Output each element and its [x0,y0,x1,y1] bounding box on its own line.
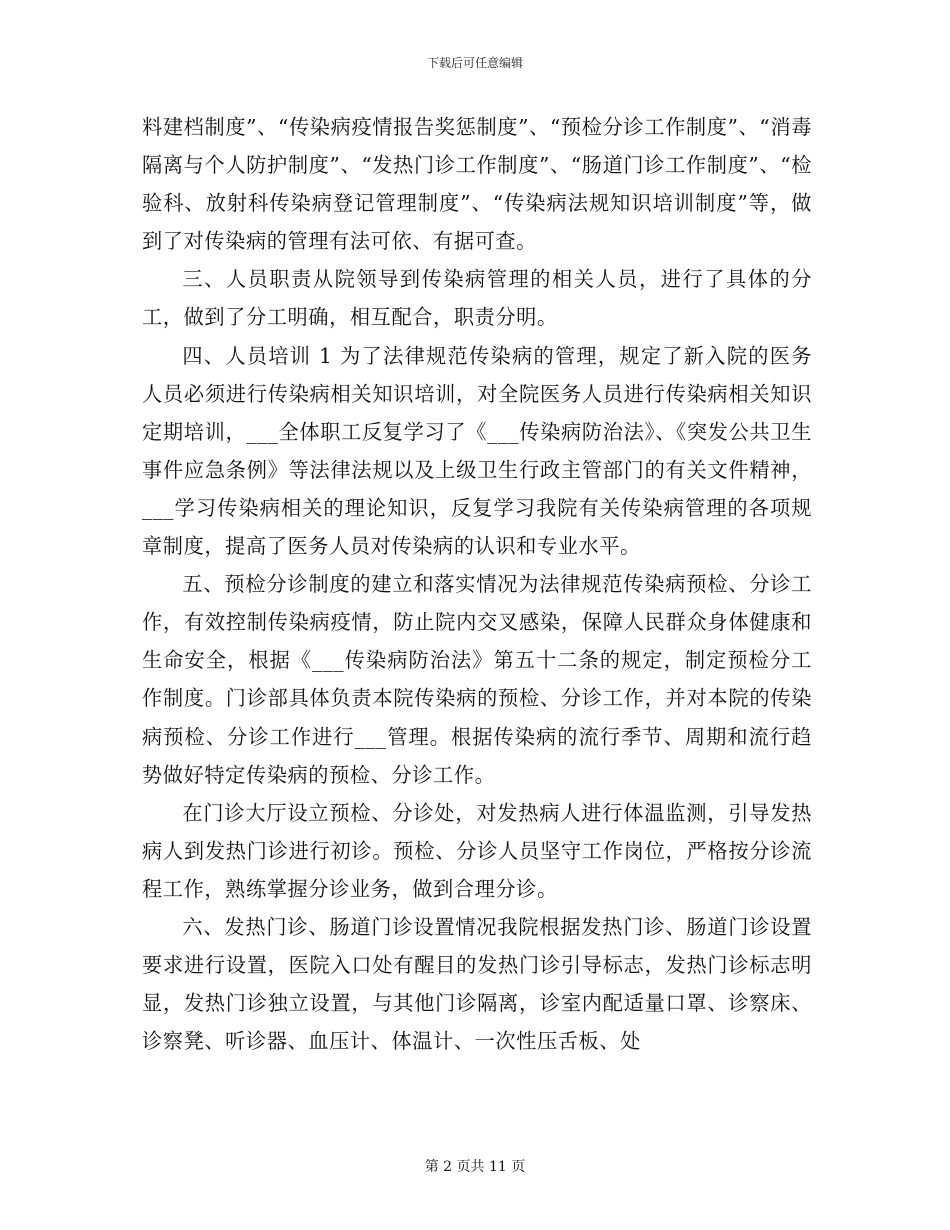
paragraph-5: 在门诊大厅设立预检、分诊处，对发热病人进行体温监测，引导发热病人到发热门诊进行初诊。预检、分诊人员坚守工作岗位，严格按分诊流程工作，熟练掌握分诊业务，做到合理分诊。 [142,800,812,901]
paragraph-3: 四、人员培训 1 为了法律规范传染病的管理，规定了新入院的医务人员必须进行传染病相关知识培训，对全院医务人员进行传染病相关知识定期培训，___全体职工反复学习了《___传染病防治法》、《突发公共卫生事件应急条例》等法律法规以及上级卫生行政主管部门的有关文件精神，___学习传染病相关的理论知识，反复学习我院有关传染病管理的各项规章制度，提高了医务人员对传染病的认识和专业水平。 [142,343,812,559]
paragraph-1: 料建档制度”、“传染病疫情报告奖惩制度”、“预检分诊工作制度”、“消毒隔离与个人防护制度”、“发热门诊工作制度”、“肠道门诊工作制度”、“检验科、放射科传染病登记管理制度”、“传染病法规知识培训制度”等，做到了对传染病的管理有法可依、有据可查。 [142,115,812,254]
document-body [142,108,812,1060]
paragraph-2: 三、人员职责从院领导到传染病管理的相关人员，进行了具体的分工，做到了分工明确，相互配合，职责分明。 [142,267,812,330]
paragraph-6: 六、发热门诊、肠道门诊设置情况我院根据发热门诊、肠道门诊设置要求进行设置，医院入口处有醒目的发热门诊引导标志，发热门诊标志明显，发热门诊独立设置，与其他门诊隔离，诊室内配适量口罩、诊察床、诊察凳、听诊器、血压计、体温计、一次性压舌板、处 [142,914,812,1054]
paragraph-4: 五、预检分诊制度的建立和落实情况为法律规范传染病预检、分诊工作，有效控制传染病疫情，防止院内交叉感染，保障人民群众身体健康和生命安全，根据《___传染病防治法》第五十二条的规定，制定预检分工作制度。门诊部具体负责本院传染病的预检、分诊工作，并对本院的传染病预检、分诊工作进行___管理。根据传染病的流行季节、周期和流行趋势做好特定传染病的预检、分诊工作。 [142,572,812,787]
page-footer: 第 2 页共 11 页 [424,1159,526,1175]
page-header: 下载后可任意编辑 [426,56,523,70]
